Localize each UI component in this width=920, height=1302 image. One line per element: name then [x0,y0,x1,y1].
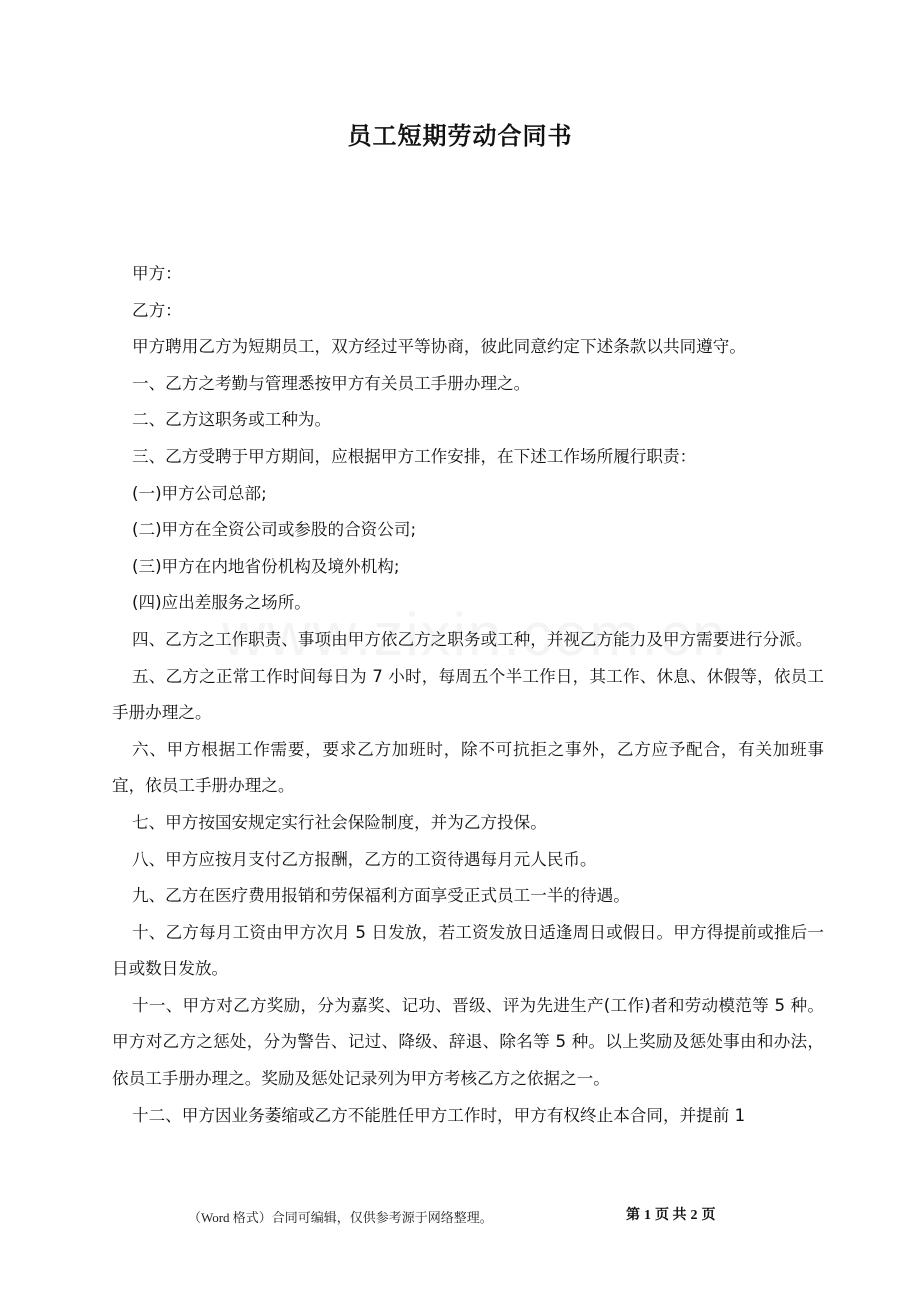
clause-4: 四、乙方之工作职责、事项由甲方依乙方之职务或工种，并视乙方能力及甲方需要进行分派。 [132,629,813,649]
page-mid: 页 共 [655,1208,687,1223]
clause-5: 五、乙方之正常工作时间每日为 7 小时，每周五个半工作日，其工作、休息、休假等，依员工手册办理之。 [112,666,824,723]
document-title: 员工短期劳动合同书 [347,122,573,150]
clause-2: 二、乙方这职务或工种为。 [132,410,332,430]
document-body [112,256,824,1134]
clause-10: 十、乙方每月工资由甲方次月 5 日发放，若工资发放日适逢周日或假日。甲方得提前或推后一日或数日发放。 [112,922,824,979]
clause-12: 十二、甲方因业务萎缩或乙方不能胜任甲方工作时，甲方有权终止本合同，并提前 1 [132,1105,746,1125]
clause-3-item-1: (一)甲方公司总部; [132,483,267,503]
clause-9: 九、乙方在医疗费用报销和劳保福利方面享受正式员工一半的待遇。 [132,886,630,906]
party-b-line: 乙方： [132,300,182,320]
clause-3-item-2: (二)甲方在全资公司或参股的合资公司; [132,520,417,540]
page-total: 2 [690,1208,698,1223]
preamble: 甲方聘用乙方为短期员工，双方经过平等协商，彼此同意约定下述条款以共同遵守。 [132,337,746,357]
footer-note: （Word 格式）合同可编辑，仅供参考源于网络整理。 [188,1210,493,1225]
clause-11: 十一、甲方对乙方奖励，分为嘉奖、记功、晋级、评为先进生产(工作)者和劳动模范等 5 种。甲方对乙方之惩处，分为警告、记过、降级、辞退、除名等 5 种。以上奖励及惩处事由和办法，依员工手册办理之。奖励及惩处记录列为甲方考核乙方之依据之一。 [112,995,824,1089]
clause-6: 六、甲方根据工作需要，要求乙方加班时，除不可抗拒之事外，乙方应予配合，有关加班事宜，依员工手册办理之。 [112,739,824,796]
clause-3: 三、乙方受聘于甲方期间，应根据甲方工作安排，在下述工作场所履行职责： [132,446,697,466]
page-suffix: 页 [701,1208,716,1223]
page-indicator [624,1204,718,1224]
clause-8: 八、甲方应按月支付乙方报酬，乙方的工资待遇每月元人民币。 [132,849,597,869]
clause-1: 一、乙方之考勤与管理悉按甲方有关员工手册办理之。 [132,373,531,393]
page-current: 1 [644,1208,651,1223]
clause-7: 七、甲方按国安规定实行社会保险制度，并为乙方投保。 [132,812,547,832]
clause-3-item-4: (四)应出差服务之场所。 [132,593,311,613]
clause-3-item-3: (三)甲方在内地省份机构及境外机构; [132,556,400,576]
page-prefix: 第 [626,1208,640,1223]
party-a-line: 甲方： [132,264,182,283]
